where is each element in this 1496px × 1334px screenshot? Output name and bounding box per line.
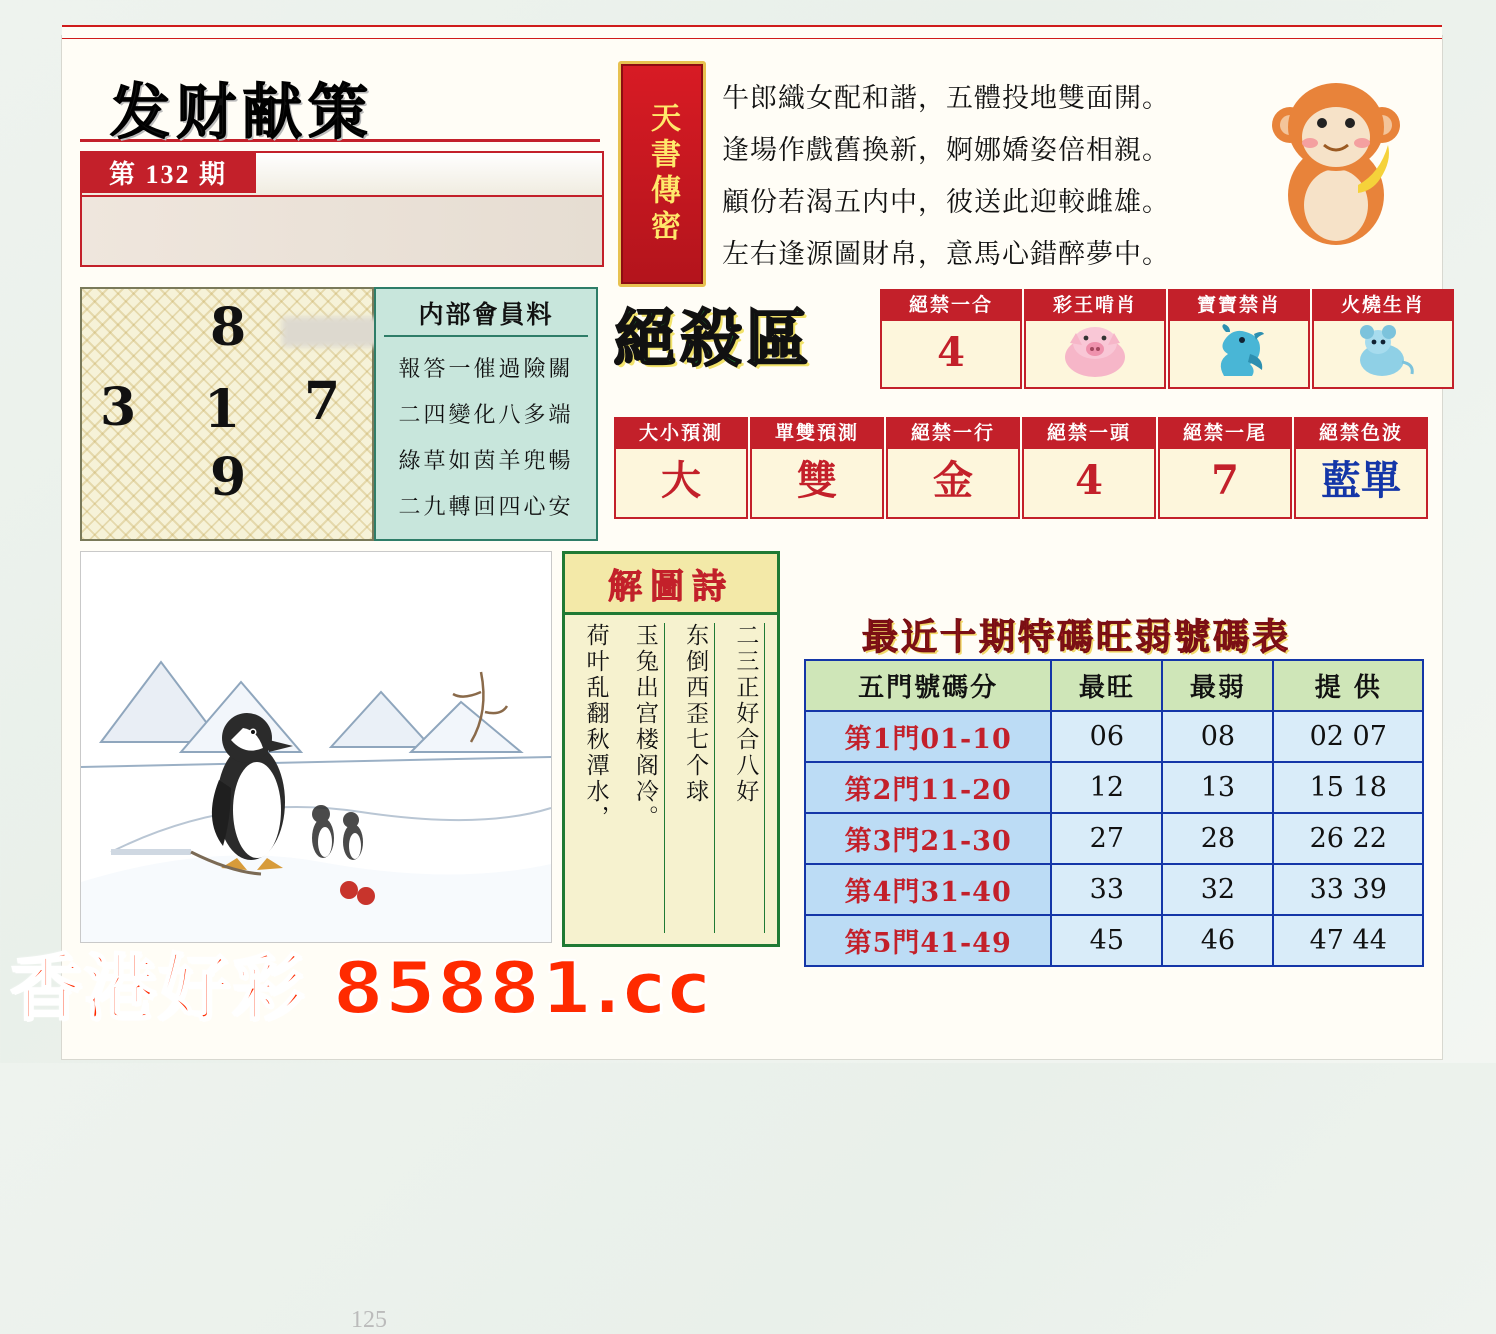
dragon-icon — [1170, 321, 1308, 385]
lucky-numbers-box — [80, 287, 374, 541]
card-caiwang-kenxiao — [1024, 289, 1166, 389]
jietushi-title: 解圖詩 — [565, 554, 777, 615]
poem-block — [722, 73, 1242, 281]
card-label: 大小預測 — [616, 419, 746, 449]
card-value: 4 — [937, 329, 965, 376]
table-header-cell: 最弱 — [1162, 660, 1273, 711]
table-cell: 02 07 — [1273, 711, 1423, 762]
card-label: 單雙預測 — [752, 419, 882, 449]
table-cell: 第1門01-10 — [805, 711, 1051, 762]
card-huoshao-shengxiao — [1312, 289, 1454, 389]
card-label: 絕禁色波 — [1296, 419, 1426, 449]
table-cell: 第4門31-40 — [805, 864, 1051, 915]
card-label: 彩王啃肖 — [1026, 291, 1164, 321]
card-juejin-sebo — [1294, 417, 1428, 519]
poem-line: 牛郎織女配和諧，五體投地雙面開。 — [722, 83, 1170, 114]
card-value: 藍單 — [1321, 457, 1401, 504]
table-title: 最近十期特碼旺弱號碼表 — [862, 616, 1292, 658]
member-line: 綠草如茵羊兜暢 — [398, 449, 574, 474]
card-value: 大 — [661, 457, 701, 504]
card-juejin-yiwei — [1158, 417, 1292, 519]
card-value: 金 — [933, 457, 973, 504]
table-cell: 第3門21-30 — [805, 813, 1051, 864]
member-info-box — [374, 287, 598, 541]
table-cell: 47 44 — [1273, 915, 1423, 966]
table-cell: 28 — [1162, 813, 1273, 864]
member-line: 二四變化八多端 — [398, 403, 574, 428]
card-danshuang-yuce — [750, 417, 884, 519]
poem-line: 左右逢源圖財帛，意馬心錯醉夢中。 — [722, 239, 1170, 270]
card-label: 寶寶禁肖 — [1170, 291, 1308, 321]
card-daxiao-yuce — [614, 417, 748, 519]
card-label: 絕禁一尾 — [1160, 419, 1290, 449]
table-row — [805, 762, 1423, 813]
member-line: 二九轉回四心安 — [398, 495, 574, 520]
table-cell: 13 — [1162, 762, 1273, 813]
rat-icon — [1314, 321, 1452, 385]
table-header-cell: 五門號碼分 — [805, 660, 1051, 711]
card-label: 絕禁一行 — [888, 419, 1018, 449]
card-juejin-yixing — [886, 417, 1020, 519]
lucky-number: 1 — [204, 379, 241, 440]
card-label: 火燒生肖 — [1314, 291, 1452, 321]
table-cell: 32 — [1162, 864, 1273, 915]
monkey-mascot-icon — [1250, 65, 1420, 255]
lucky-number: 3 — [100, 377, 137, 438]
divider — [384, 335, 588, 337]
card-juejin-yihe — [880, 289, 1022, 389]
jietushi-line: 玉兔出宫楼阁冷。 — [626, 623, 665, 933]
card-label: 絕禁一合 — [882, 291, 1020, 321]
card-label: 絕禁一頭 — [1024, 419, 1154, 449]
pig-icon — [1026, 321, 1164, 385]
table-cell: 06 — [1051, 711, 1162, 762]
lucky-number: 8 — [210, 297, 247, 358]
table-cell: 12 — [1051, 762, 1162, 813]
page-title: 发财献策 — [110, 78, 374, 148]
poem-line: 逢場作戲舊換新，婀娜嬌姿倍相親。 — [722, 135, 1170, 166]
site-watermark: 香港好彩 85881.cc — [10, 946, 713, 1030]
table-cell: 08 — [1162, 711, 1273, 762]
issue-blank-field — [80, 197, 604, 267]
table-cell: 第5門41-49 — [805, 915, 1051, 966]
hot-cold-numbers-table — [804, 659, 1424, 967]
jietushi-line: 二三正好合八好 — [726, 623, 765, 933]
jietushi-box — [562, 551, 780, 947]
table-cell: 第2門11-20 — [805, 762, 1051, 813]
poster-page — [62, 36, 1442, 1333]
table-cell: 46 — [1162, 915, 1273, 966]
table-row — [805, 915, 1423, 966]
member-line: 報答一催過險關 — [398, 357, 574, 382]
juesha-heading: 絕殺區 — [614, 302, 813, 375]
card-baobao-jinxiao — [1168, 289, 1310, 389]
table-row — [805, 813, 1423, 864]
table-header-cell: 提 供 — [1273, 660, 1423, 711]
table-cell: 15 18 — [1273, 762, 1423, 813]
member-box-title: 内部會員料 — [418, 302, 554, 329]
card-juejin-yitou — [1022, 417, 1156, 519]
jietushi-line: 荷叶乱翻秋潭水， — [583, 623, 609, 831]
table-cell: 26 22 — [1273, 813, 1423, 864]
lucky-number: 7 — [304, 371, 341, 432]
table-row — [805, 864, 1423, 915]
picture-watermark: 125 — [351, 1307, 387, 1333]
issue-label: 第 132 期 — [80, 151, 256, 193]
table-cell: 45 — [1051, 915, 1162, 966]
table-row — [805, 711, 1423, 762]
tianshu-banner: 天書傳密 — [618, 61, 706, 287]
table-header-row — [805, 660, 1423, 711]
table-cell: 27 — [1051, 813, 1162, 864]
card-value: 4 — [1075, 457, 1103, 504]
lucky-number: 9 — [210, 447, 247, 508]
card-value: 7 — [1211, 457, 1239, 504]
poem-line: 顧份若渴五内中，彼送此迎較雌雄。 — [722, 187, 1170, 218]
table-header-cell: 最旺 — [1051, 660, 1162, 711]
jietushi-line: 东倒西歪七个球 — [676, 623, 715, 933]
card-value: 雙 — [797, 457, 837, 504]
table-cell: 33 39 — [1273, 864, 1423, 915]
table-cell: 33 — [1051, 864, 1162, 915]
